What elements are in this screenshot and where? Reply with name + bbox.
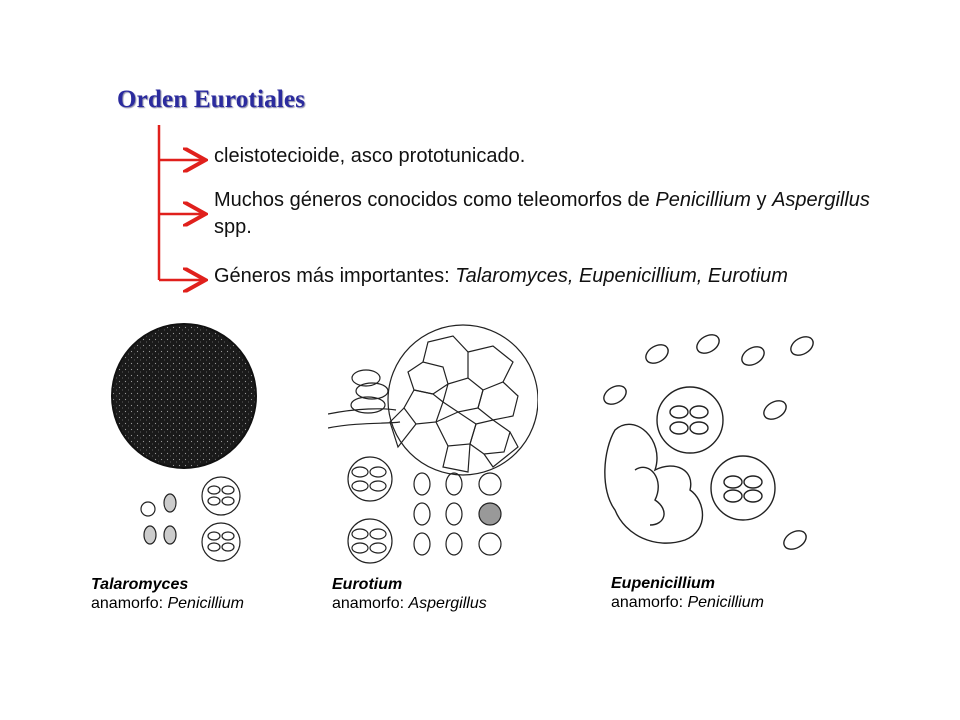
caption-talaromyces <box>91 575 244 613</box>
page-title: Orden Eurotiales <box>117 86 306 113</box>
caption-genus: Talaromyces <box>91 576 189 593</box>
caption-genus: Eurotium <box>332 576 403 593</box>
eupenicillium-illustration <box>595 320 835 560</box>
caption-anamorph: anamorfo: Aspergillus <box>332 595 487 612</box>
caption-eupenicillium <box>611 574 764 612</box>
caption-anamorph: anamorfo: Penicillium <box>611 594 764 611</box>
caption-eurotium <box>332 575 487 613</box>
ascoma-drawing <box>112 324 256 468</box>
bullet-2: Muchos géneros conocidos como teleomorfos de Penicillium y Aspergillus spp. <box>214 189 870 238</box>
bullet-1: cleistotecioide, asco prototunicado. <box>214 145 526 167</box>
caption-anamorph: anamorfo: Penicillium <box>91 595 244 612</box>
eurotium-illustration <box>328 312 538 567</box>
caption-genus: Eupenicillium <box>611 575 716 592</box>
bullet-3: Géneros más importantes: Talaromyces, Eupenicillium, Eurotium <box>214 265 788 287</box>
talaromyces-illustration <box>100 320 280 570</box>
